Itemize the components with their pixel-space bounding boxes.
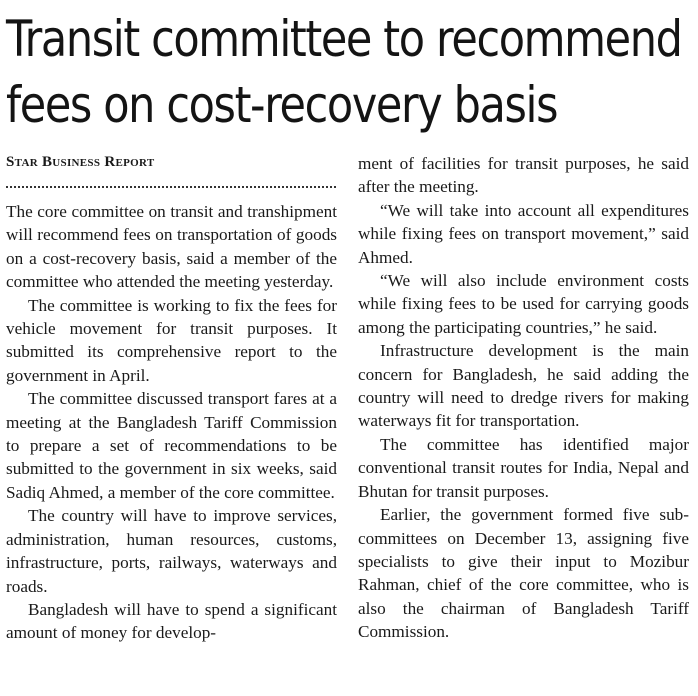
article-column-2 [358, 152, 689, 644]
dotted-divider [6, 186, 336, 188]
paragraph: The country will have to improve services, administration, human resources, customs, infrastructure, ports, railways, waterways and roads. [6, 506, 337, 596]
paragraph: The committee discussed transport fares at a meeting at the Bangladesh Tariff Commission to prepare a set of recommendations to be submitted to the government in six weeks, said Sadiq Ahmed, a member of the core committee. [6, 389, 337, 502]
byline: Star Business Report [6, 154, 155, 170]
paragraph: Infrastructure development is the main concern for Bangladesh, he said adding the country will need to dredge rivers for making waterways fit for transportation. [358, 341, 689, 431]
paragraph: The committee has identified major conventional transit routes for India, Nepal and Bhutan for transit purposes. [358, 434, 689, 501]
paragraph: Bangladesh will have to spend a significant amount of money for develop- [6, 599, 337, 643]
paragraph: “We will take into account all expenditures while fixing fees on transport movement,” said Ahmed. [358, 200, 689, 267]
paragraph: The committee is working to fix the fees for vehicle movement for transit purposes. It submitted its comprehensive report to the government in April. [6, 295, 337, 385]
headline-line-2: fees on cost-recovery basis [6, 76, 558, 134]
headline [6, 6, 682, 138]
article-column-1 [6, 200, 337, 645]
paragraph: “We will also include environment costs while fixing fees to be used for carrying goods among the participating countries,” he said. [358, 271, 689, 337]
paragraph: The core committee on transit and transhipment will recommend fees on transportation of goods on a cost-recovery basis, said a member of the committee who attended the meeting yesterday. [6, 202, 337, 292]
paragraph: Earlier, the government formed five sub-committees on December 13, assigning five specialists to give their input to Mozibur Rahman, chief of the core committee, who is also the chairman of Bangladesh Tariff Commission. [358, 505, 689, 642]
paragraph: ment of facilities for transit purposes, he said after the meeting. [358, 154, 689, 197]
headline-line-1: Transit committee to recommend [6, 10, 682, 68]
